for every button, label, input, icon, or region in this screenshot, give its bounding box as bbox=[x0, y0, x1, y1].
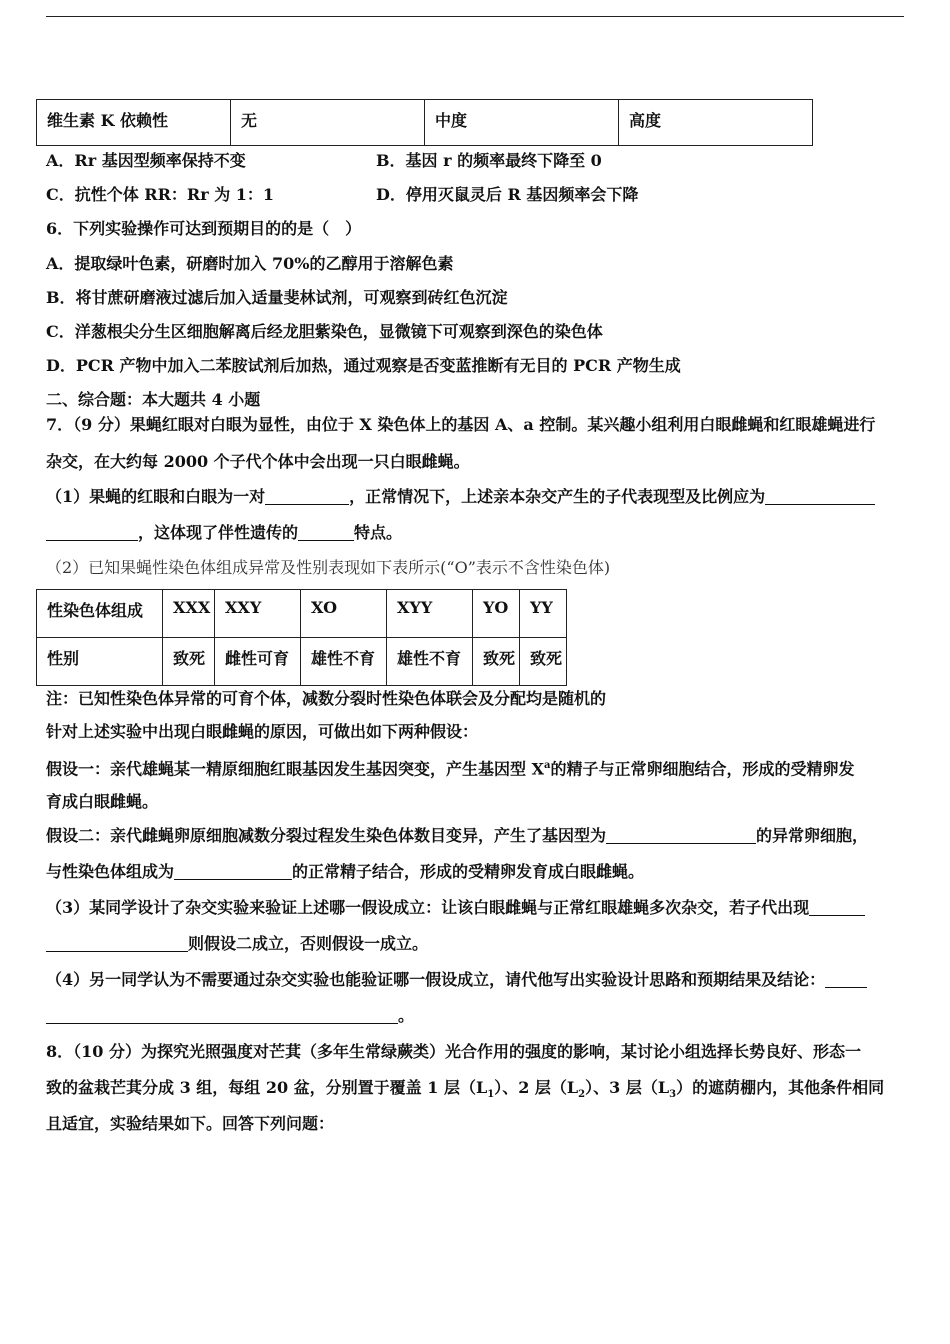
q7-part1-text-d: 特点。 bbox=[354, 523, 403, 542]
answer-blank[interactable] bbox=[46, 1007, 398, 1024]
hypothesis-one-text-a: 假设一：亲代雄蝇某一精原细胞红眼基因发生基因突变，产生基因型 X bbox=[46, 759, 544, 779]
q6-option-c: C．洋葱根尖分生区细胞解离后经龙胆紫染色，显微镜下可观察到深色的染色体 bbox=[46, 322, 603, 341]
table-cell: 致死 bbox=[520, 638, 567, 686]
subscript: 1 bbox=[487, 1089, 495, 1101]
subscript: 3 bbox=[669, 1089, 677, 1101]
q6-option-a: A．提取绿叶色素，研磨时加入 70%的乙醇用于溶解色素 bbox=[46, 254, 454, 273]
q5-option-b: B．基因 r 的频率最终下降至 0 bbox=[376, 151, 602, 170]
q8-line-2 bbox=[46, 1077, 884, 1106]
table-header-cell: 性染色体组成 bbox=[37, 590, 163, 638]
table-header-cell: XXY bbox=[215, 590, 301, 638]
vitamin-k-table bbox=[36, 99, 813, 146]
table-header-cell: XYY bbox=[387, 590, 473, 638]
q7-part3-cont bbox=[46, 933, 428, 955]
q7-part1-text-a: （1）果蝇的红眼和白眼为一对 bbox=[46, 487, 266, 506]
table-cell: 雌性可育 bbox=[215, 638, 301, 686]
answer-blank[interactable] bbox=[825, 971, 867, 988]
table-cell: 致死 bbox=[473, 638, 520, 686]
hypothesis-intro: 针对上述实验中出现白眼雌蝇的原因，可做出如下两种假设： bbox=[46, 722, 479, 741]
table-row bbox=[37, 638, 567, 686]
hypothesis-one-cont: 育成白眼雌蝇。 bbox=[46, 792, 159, 811]
q7-line-1: 7．（9 分）果蝇红眼对白眼为显性，由位于 X 染色体上的基因 A、a 控制。某兴趣小组利用白眼雌蝇和红眼雄蝇进行 bbox=[46, 415, 876, 434]
hypothesis-two-text-a: 假设二：亲代雌蝇卵原细胞减数分裂过程发生染色体数目变异，产生了基因型为 bbox=[46, 826, 607, 845]
hypothesis-one-text-b: 的精子与正常卵细胞结合，形成的受精卵发 bbox=[550, 759, 855, 779]
q7-part1-text-b: ，正常情况下，上述亲本杂交产生的子代表现型及比例应为 bbox=[349, 487, 766, 506]
answer-blank[interactable] bbox=[46, 935, 188, 952]
answer-blank[interactable] bbox=[174, 863, 292, 880]
q7-part1-text-c: ，这体现了伴性遗传的 bbox=[138, 523, 299, 542]
header-rule bbox=[46, 16, 904, 17]
table-cell: 雄性不育 bbox=[387, 638, 473, 686]
q5-option-c: C．抗性个体 RR：Rr 为 1：1 bbox=[46, 185, 275, 204]
section-heading: 二、综合题：本大题共 4 小题 bbox=[46, 390, 261, 409]
answer-blank[interactable] bbox=[809, 899, 865, 916]
table-row bbox=[37, 590, 567, 638]
table-cell: 高度 bbox=[619, 100, 813, 146]
answer-blank[interactable] bbox=[46, 524, 138, 541]
q7-line-2: 杂交，在大约每 2000 个子代个体中会出现一只白眼雌蝇。 bbox=[46, 452, 470, 471]
q6-stem: 6．下列实验操作可达到预期目的的是（ ） bbox=[46, 219, 362, 238]
q8-line-3: 且适宜，实验结果如下。回答下列问题： bbox=[46, 1114, 335, 1133]
hypothesis-two-cont bbox=[46, 861, 644, 883]
table-header-cell: XXX bbox=[163, 590, 215, 638]
q7-part4 bbox=[46, 969, 867, 991]
q6-option-d: D．PCR 产物中加入二苯胺试剂后加热，通过观察是否变蓝推断有无目的 PCR 产物生成 bbox=[46, 356, 681, 375]
q7-part4-text-a: （4）另一同学认为不需要通过杂交实验也能验证哪一假设成立，请代他写出实验设计思路和预期结果及结论： bbox=[46, 970, 826, 989]
hypothesis-two-text-c: 与性染色体组成为 bbox=[46, 862, 175, 881]
answer-blank[interactable] bbox=[606, 827, 756, 844]
hypothesis-two-text-b: 的异常卵细胞， bbox=[756, 826, 869, 845]
q8-line-2-d: ）的遮荫棚内，其他条件相同 bbox=[676, 1078, 885, 1097]
q8-line-2-b: ）、2 层（L bbox=[494, 1078, 579, 1097]
table-cell: 无 bbox=[231, 100, 425, 146]
hypothesis-two bbox=[46, 825, 868, 847]
superscript: a bbox=[544, 760, 551, 771]
subscript: 2 bbox=[578, 1089, 586, 1101]
table-note: 注：已知性染色体异常的可育个体，减数分裂时性染色体联会及分配均是随机的 bbox=[46, 689, 607, 708]
q7-part3-text-b: 则假设二成立，否则假设一成立。 bbox=[188, 934, 429, 953]
q7-part3 bbox=[46, 897, 865, 919]
q7-part4-text-b: 。 bbox=[398, 1006, 415, 1025]
table-header-cell: YY bbox=[520, 590, 567, 638]
table-header-cell: YO bbox=[473, 590, 520, 638]
answer-blank[interactable] bbox=[298, 524, 354, 541]
sex-chromosome-table bbox=[36, 589, 567, 686]
q7-part4-cont bbox=[46, 1005, 414, 1027]
table-cell: 性别 bbox=[37, 638, 163, 686]
q7-part3-text-a: （3）某同学设计了杂交实验来验证上述哪一假设成立：让该白眼雌蝇与正常红眼雄蝇多次杂交，若子代出现 bbox=[46, 898, 810, 917]
q5-option-d: D．停用灭鼠灵后 R 基因频率会下降 bbox=[376, 185, 639, 204]
table-cell: 中度 bbox=[425, 100, 619, 146]
q7-part1-cont bbox=[46, 522, 402, 544]
table-cell: 维生素 K 依赖性 bbox=[37, 100, 231, 146]
hypothesis-two-text-d: 的正常精子结合，形成的受精卵发育成白眼雌蝇。 bbox=[292, 862, 645, 881]
table-cell: 雄性不育 bbox=[301, 638, 387, 686]
q6-option-b: B．将甘蔗研磨液过滤后加入适量斐林试剂，可观察到砖红色沉淀 bbox=[46, 288, 508, 307]
hypothesis-one bbox=[46, 755, 855, 780]
table-header-cell: XO bbox=[301, 590, 387, 638]
q5-option-a: A．Rr 基因型频率保持不变 bbox=[46, 151, 246, 170]
q8-line-2-c: ）、3 层（L bbox=[585, 1078, 670, 1097]
answer-blank[interactable] bbox=[265, 488, 349, 505]
q7-part2: （2）已知果蝇性染色体组成异常及性别表现如下表所示(“O”表示不含性染色体) bbox=[46, 558, 611, 577]
table-row bbox=[37, 100, 813, 146]
table-cell: 致死 bbox=[163, 638, 215, 686]
q8-line-2-a: 致的盆栽芒萁分成 3 组，每组 20 盆，分别置于覆盖 1 层（L bbox=[46, 1078, 488, 1097]
q8-line-1: 8．（10 分）为探究光照强度对芒萁（多年生常绿蕨类）光合作用的强度的影响，某讨论小组选择长势良好、形态一 bbox=[46, 1042, 861, 1061]
q7-part1 bbox=[46, 486, 875, 508]
answer-blank[interactable] bbox=[765, 488, 875, 505]
